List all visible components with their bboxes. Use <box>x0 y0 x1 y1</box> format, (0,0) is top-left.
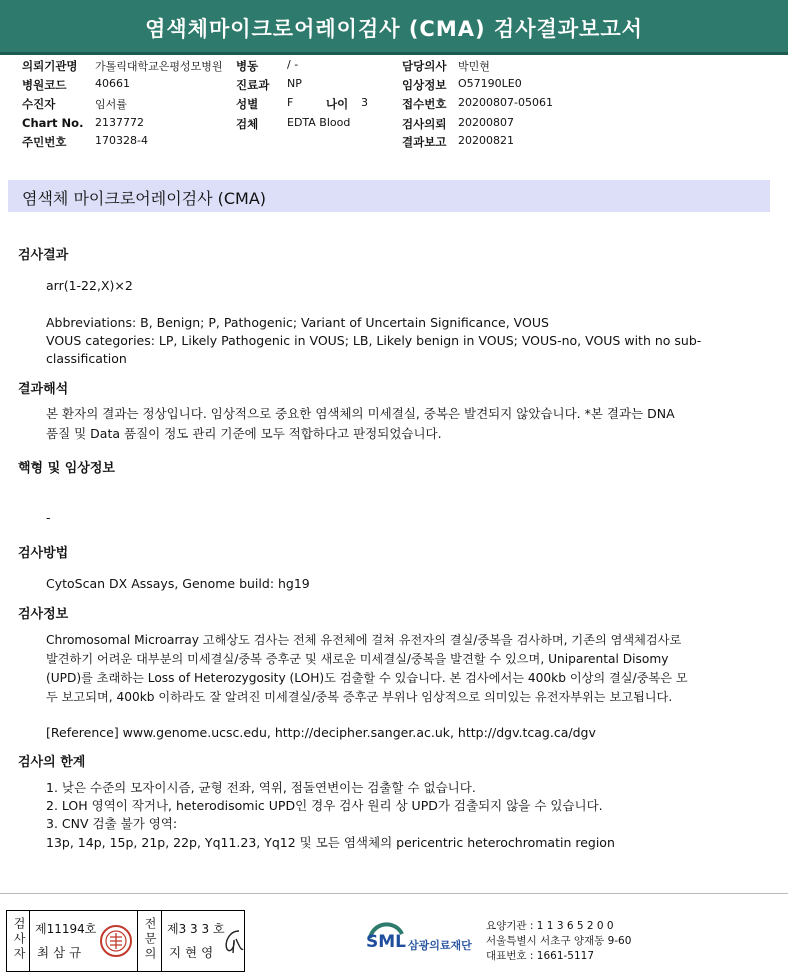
info-label: 담당의사 <box>402 59 447 73</box>
limits-line: 1. 낮은 수준의 모자이시즘, 균형 전좌, 역위, 점돌연변이는 검출할 수 없습니다. <box>46 780 476 795</box>
tester-cell <box>29 911 138 971</box>
tester-name: 최 삼 규 <box>37 945 82 960</box>
reviewer-name: 지 현 영 <box>169 945 214 960</box>
test-info-line: 두 보고되며, 400kb 이하라도 잘 알려진 미세결실/중복 증후군 부위나 임상적으로 의미있는 유전자부위는 보고됩니다. <box>46 690 673 704</box>
tester-label: 검사자 <box>12 917 26 962</box>
tester-license: 제11194호 <box>35 922 97 936</box>
reviewer-cell <box>161 911 244 971</box>
limits-heading: 검사의 한계 <box>18 755 86 770</box>
limits-line: 13p, 14p, 15p, 21p, 22p, Yq11.23, Yq12 및 모든 염색체의 pericentric heterochromatin region <box>46 835 615 850</box>
vous-categories-cont: classification <box>46 351 127 366</box>
section-title: 염색체 마이크로어레이검사 (CMA) <box>22 189 267 208</box>
clinical-heading: 핵형 및 임상정보 <box>18 461 115 476</box>
test-info-line: Chromosomal Microarray 고해상도 검사는 전체 유전체에 걸쳐 유전자의 결실/중복을 검사하며, 기존의 염색체검사로 <box>46 633 682 647</box>
info-label: 접수번호 <box>402 97 447 111</box>
limits-line: 2. LOH 영역이 작거나, heterodisomic UPD인 경우 검사 원리 상 UPD가 검출되지 않을 수 있습니다. <box>46 798 603 813</box>
logo-subtitle: 삼광의료재단 <box>408 939 472 952</box>
footer-divider <box>0 893 788 894</box>
vous-categories-line: VOUS categories: LP, Likely Pathogenic in VOUS; LB, Likely benign in VOUS; VOUS-no, VOUS with no sub- <box>46 333 702 348</box>
info-value: NP <box>287 77 302 90</box>
info-label: 결과보고 <box>402 135 447 149</box>
org-phone: 대표번호 : 1661-5117 <box>486 950 595 962</box>
reviewer-label: 전문의 <box>143 917 157 962</box>
info-label: 나이 <box>326 97 349 111</box>
method-value: CytoScan DX Assays, Genome build: hg19 <box>46 576 310 591</box>
org-number: 요양기관 : 1 1 3 6 5 2 0 0 <box>486 920 614 932</box>
info-label: 진료과 <box>236 78 270 92</box>
test-info-heading: 검사정보 <box>18 607 69 622</box>
info-value: 170328-4 <box>95 134 148 147</box>
seal-stamp-icon <box>99 924 133 958</box>
clinical-value: - <box>46 510 51 525</box>
logo-text: SML <box>366 932 406 952</box>
signature-icon <box>221 925 245 957</box>
section-band <box>8 180 770 212</box>
test-info-line: 발견하기 어려운 대부분의 미세결실/중복 증후군 및 새로운 미세결실/중복을 발견할 수 있으며, Uniparental Disomy <box>46 652 669 666</box>
info-value: 임서률 <box>95 98 127 111</box>
reviewer-license: 제3 3 3 호 <box>167 922 225 936</box>
info-value: / - <box>287 58 299 71</box>
karyotype-result: arr(1-22,X)×2 <box>46 278 133 293</box>
abbreviations-line: Abbreviations: B, Benign; P, Pathogenic; Variant of Uncertain Significance, VOUS <box>46 315 549 330</box>
info-label: Chart No. <box>22 116 84 130</box>
info-label: 검체 <box>236 117 259 131</box>
info-value: 가톨릭대학교은평성모병원 <box>95 60 223 73</box>
signature-box <box>6 910 245 972</box>
info-label: 병원코드 <box>22 78 67 92</box>
info-value: 40661 <box>95 77 130 90</box>
info-value: 20200821 <box>458 134 514 147</box>
info-value: F <box>287 96 294 109</box>
test-info-line: (UPD)를 초래하는 Loss of Heterozygosity (LOH)도 검출할 수 있습니다. 본 검사에서는 400kb 이상의 결실/중복은 모 <box>46 671 688 685</box>
info-value: O57190LE0 <box>458 77 522 90</box>
info-label: 주민번호 <box>22 135 67 149</box>
interpretation-line: 본 환자의 결과는 정상입니다. 임상적으로 중요한 염색체의 미세결실, 중복은 발견되지 않았습니다. *본 결과는 DNA <box>46 406 675 421</box>
info-label: 임상정보 <box>402 78 447 92</box>
reference-line: [Reference] www.genome.ucsc.edu, http://decipher.sanger.ac.uk, http://dgv.tcag.ca/dgv <box>46 725 596 740</box>
report-title: 염색체마이크로어레이검사 (CMA) 검사결과보고서 <box>145 17 643 41</box>
info-value: 20200807 <box>458 116 514 129</box>
org-address: 서울특별시 서초구 양재동 9-60 <box>486 935 632 947</box>
sml-logo <box>364 920 482 964</box>
info-label: 수진자 <box>22 97 56 111</box>
info-label: 의뢰기관명 <box>22 59 78 73</box>
info-value: 3 <box>361 96 368 109</box>
tester-label-cell <box>7 911 30 971</box>
reviewer-label-cell <box>137 911 162 971</box>
method-heading: 검사방법 <box>18 546 69 561</box>
info-label: 검사의뢰 <box>402 117 447 131</box>
limits-line: 3. CNV 검출 불가 영역: <box>46 816 178 831</box>
report-title-bar <box>0 0 788 55</box>
info-value: EDTA Blood <box>287 116 351 129</box>
info-label: 성별 <box>236 97 259 111</box>
info-value: 2137772 <box>95 116 144 129</box>
info-value: 박민현 <box>458 60 490 73</box>
info-value: 20200807-05061 <box>458 96 553 109</box>
result-heading: 검사결과 <box>18 248 69 263</box>
info-label: 병동 <box>236 59 259 73</box>
interpretation-heading: 결과해석 <box>18 382 69 397</box>
interpretation-line: 품질 및 Data 품질이 정도 관리 기준에 모두 적합하다고 판정되었습니다. <box>46 426 442 441</box>
